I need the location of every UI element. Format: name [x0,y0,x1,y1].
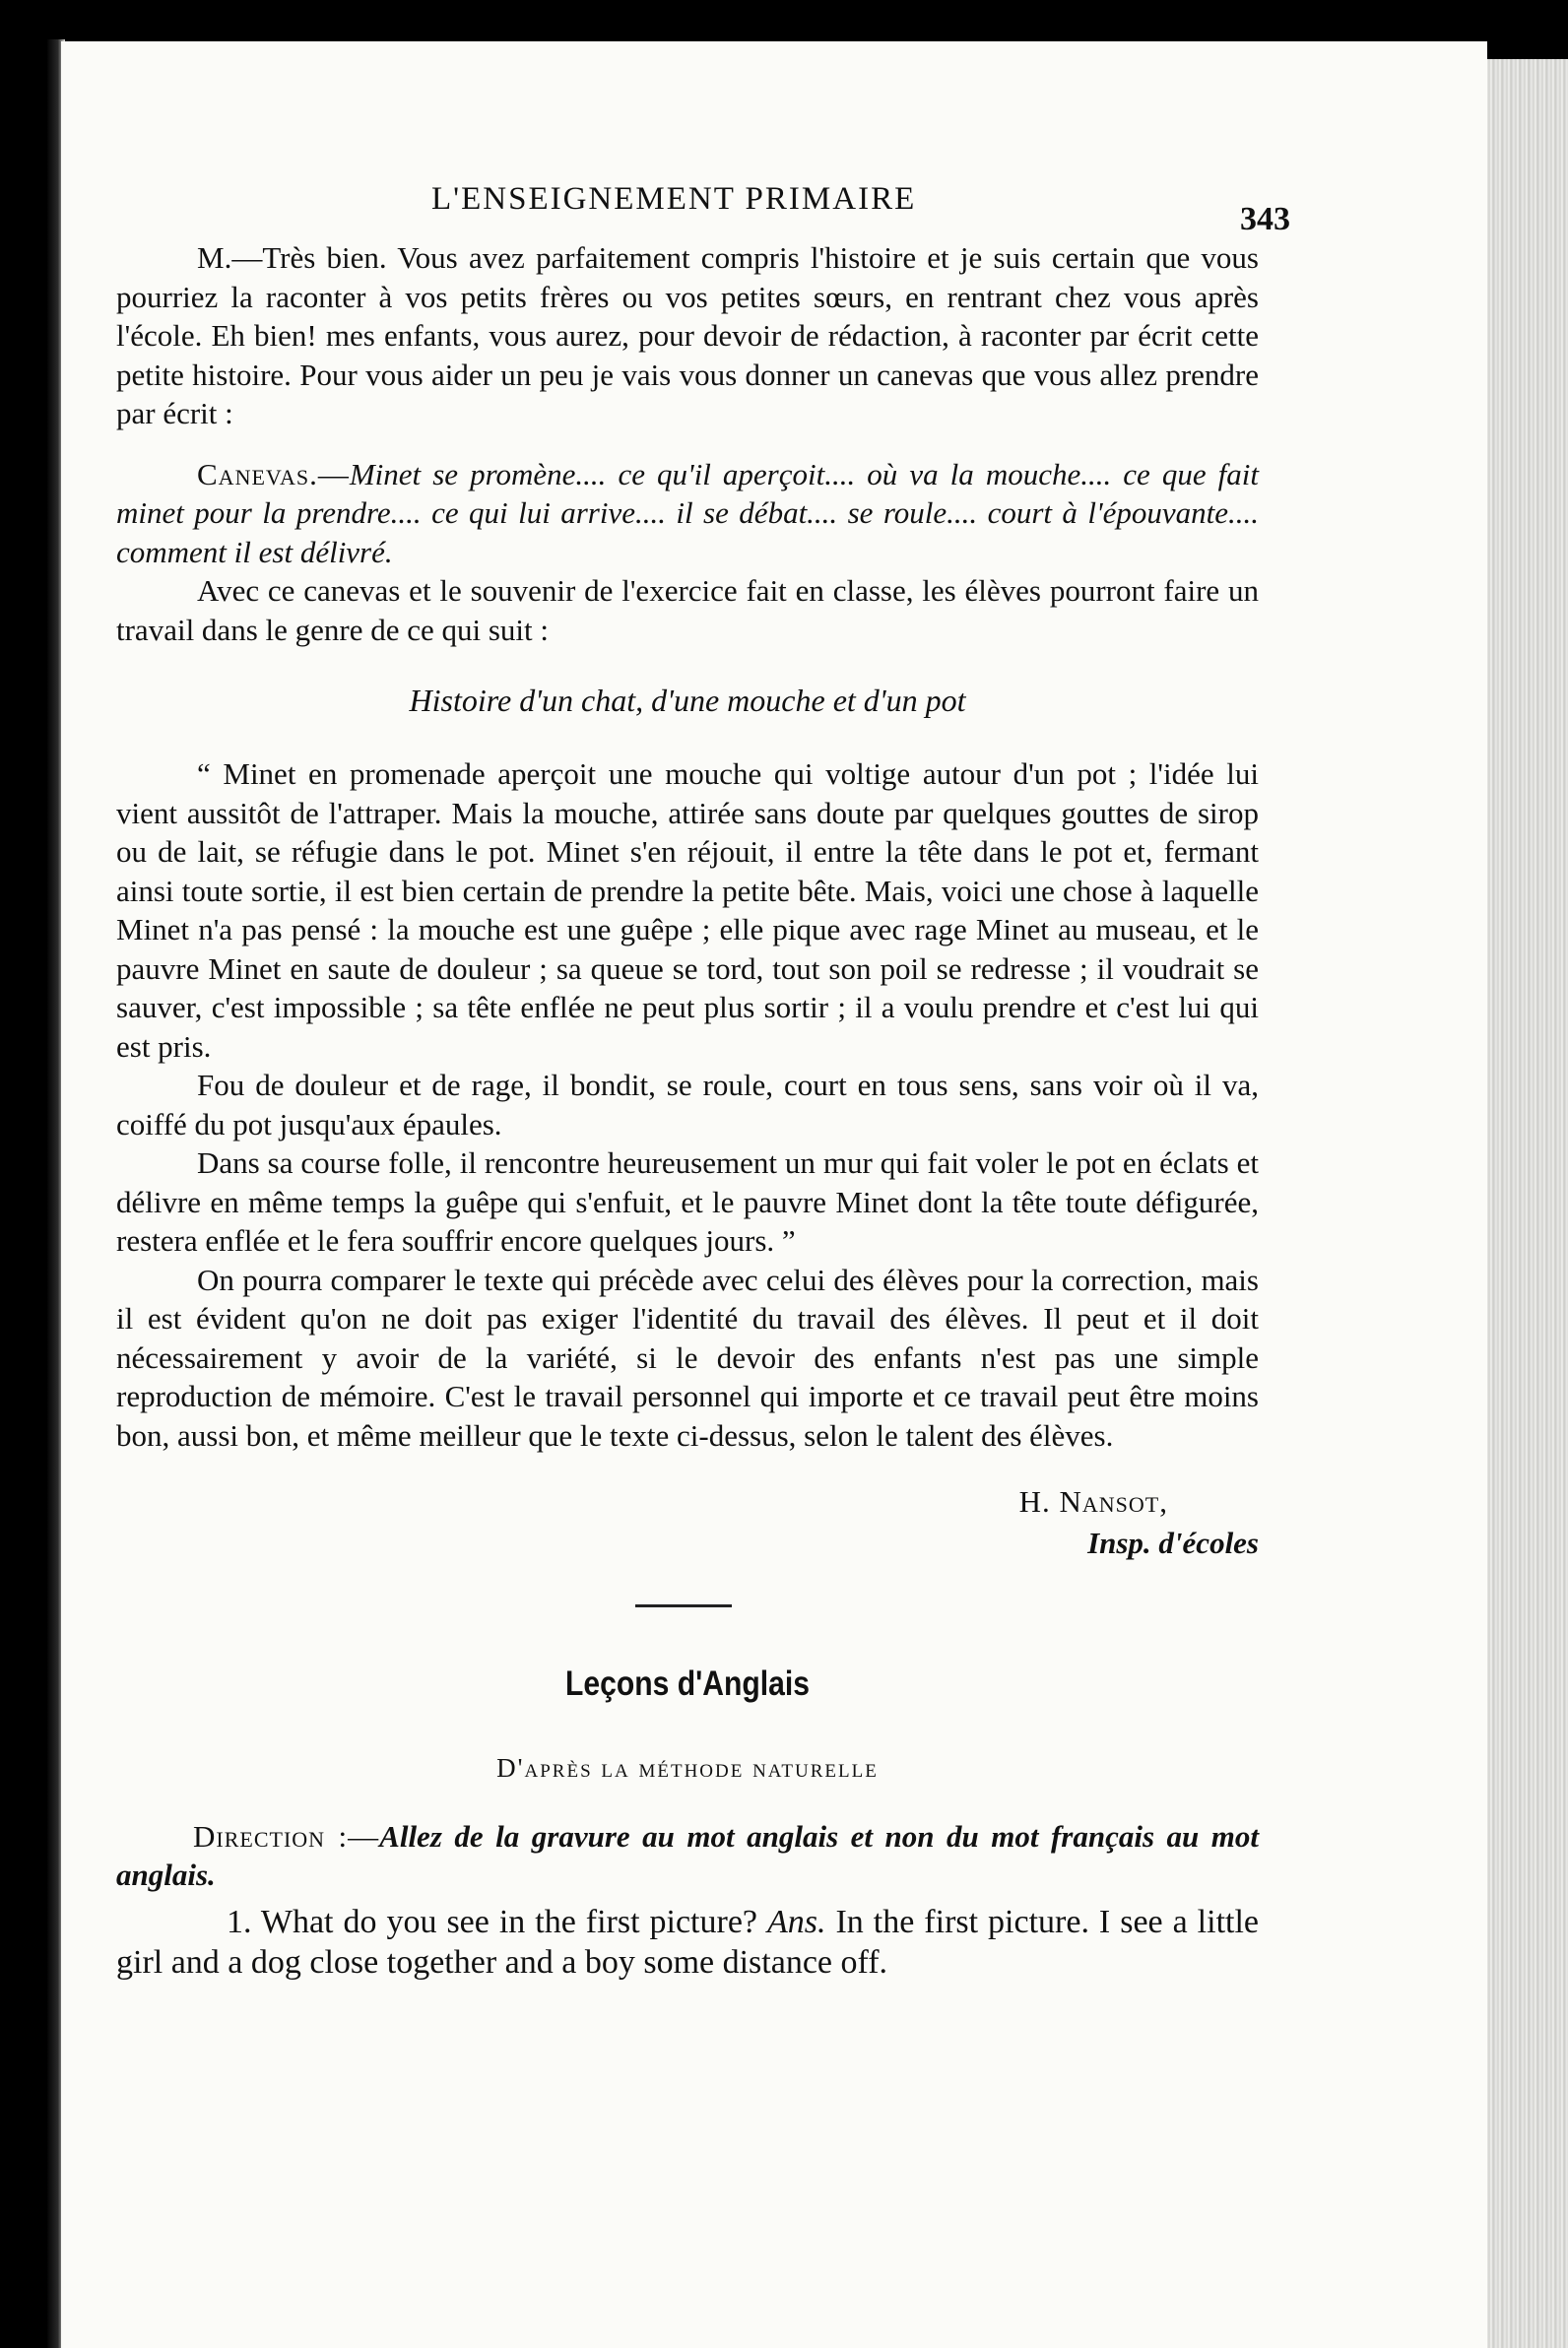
story-paragraph-3: Dans sa course folle, il rencontre heureusement un mur qui fait voler le pot en éclats et délivre en même temps la guêpe qui s'enfuit, et le pauvre Minet dont la tête toute défigurée, restera enflée et le fera souffrir encore quelques jours. ” [116,1145,1259,1258]
direction-text: Allez de la gravure au mot anglais et non du mot français au mot anglais. [116,1819,1259,1892]
direction-label: Direction :— [193,1819,380,1854]
running-title: L'ENSEIGNEMENT PRIMAIRE [431,181,917,217]
paragraph-canevas [116,455,1259,572]
story-paragraph-1: “ Minet en promenade aperçoit une mouche qui voltige autour d'un pot ; l'idée lui vient aussitôt de l'attraper. Mais la mouche, attirée sans doute par quelques gouttes de sirop ou de lait, se réfugie dans le pot. Minet s'en réjouit, il entre la tête dans le pot et, fermant ainsi toute sortie, il est bien certain de prendre la petite bête. Mais, voici une chose à laquelle Minet n'a pas pensé : la mouche est une guêpe ; elle pique avec rage Minet au museau, et le pauvre Minet en saute de douleur ; sa queue se tord, tout son poil se redresse ; il voudrait se sauver, c'est impossible ; sa tête enflée ne peut plus sortir ; il a voulu prendre et c'est lui qui est pris. [116,756,1259,1064]
page-header [116,167,1290,238]
question-text: What do you see in the first picture? [260,1904,758,1940]
section-divider [635,1604,732,1607]
section-title: Leçons d'Anglais [564,1664,811,1703]
direction-paragraph [116,1817,1259,1894]
canevas-label: Canevas.— [197,456,350,491]
page-stack-edge [1487,59,1568,2348]
question-1 [116,1902,1259,1983]
canevas-text: Minet se promène.... ce qu'il aperçoit.... où va la mouche.... ce que fait minet pour la prendre.... ce qui lui arrive.... il se débat.... se roule.... court à l'épouvante.... comment il est délivré. [116,456,1259,569]
question-number: 1. [227,1904,252,1940]
paragraph-teacher: M.—Très bien. Vous avez parfaitement compris l'histoire et je suis certain que vous pourriez la raconter à vos petits frères ou vos petites sœurs, en rentrant chez vous après l'école. Eh bien! mes enfants, vous aurez, pour devoir de rédaction, à raconter par écrit cette petite histoire. Pour vous aider un peu je vais vous donner un canevas que vous allez prendre par écrit : [116,240,1259,430]
closing-paragraph: On pourra comparer le texte qui précède avec celui des élèves pour la correction, mais il est évident qu'on ne doit pas exiger l'identité du travail des élèves. Il peut et il doit nécessairement y avoir de la variété, si le devoir des enfants n'est pas une simple reproduction de mémoire. C'est le travail personnel qui importe et ce travail peut être moins bon, aussi bon, et même meilleur que le texte ci-dessus, selon le talent des élèves. [116,1262,1259,1453]
section-subtitle: D'après la méthode naturelle [496,1753,879,1783]
signature: H. Nansot, [1018,1484,1168,1519]
story-title: Histoire d'un chat, d'une mouche et d'un pot [409,683,966,718]
answer-label: Ans. [767,1904,826,1940]
signature-title: Insp. d'écoles [1087,1526,1259,1560]
page-number: 343 [1240,201,1290,237]
page-content [116,167,1290,1983]
paragraph-intro-story: Avec ce canevas et le souvenir de l'exercice fait en classe, les élèves pourront faire un travail dans le genre de ce qui suit : [116,573,1259,647]
answer-text: In the first picture. I see a little girl and a dog close together and a boy some distance off. [116,1904,1260,1981]
story-paragraph-2: Fou de douleur et de rage, il bondit, se roule, court en tous sens, sans voir où il va, coiffé du pot jusqu'aux épaules. [116,1068,1259,1141]
